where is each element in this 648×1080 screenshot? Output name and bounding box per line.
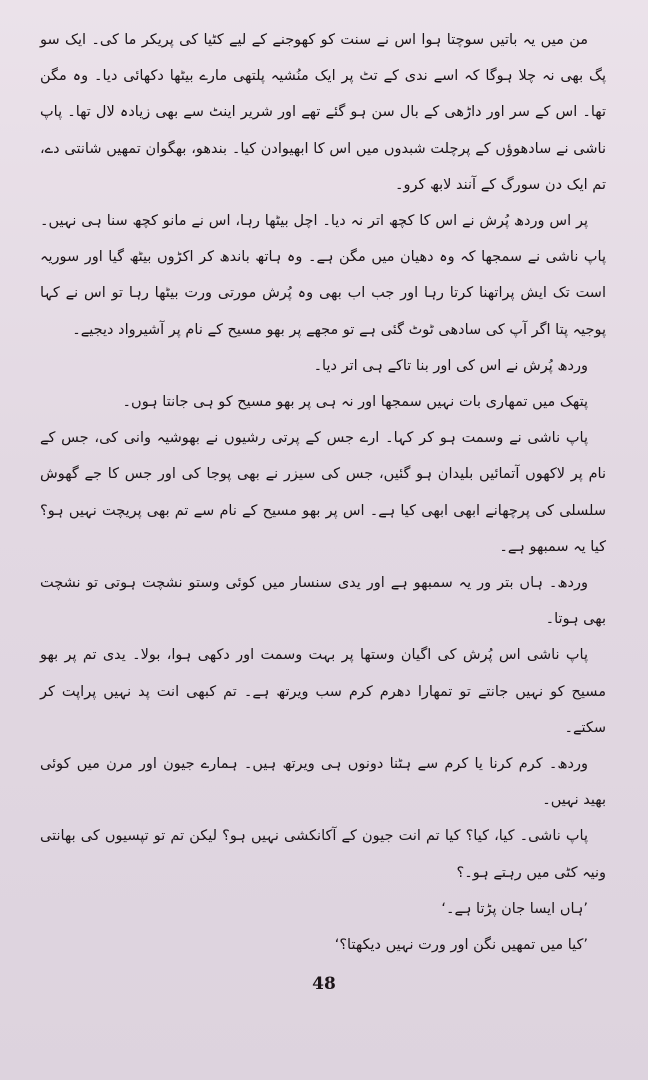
paragraph: ’ہاں ایسا جان پڑتا ہے۔‘	[441, 900, 588, 917]
paragraph: پاپ ناشی۔ کیا، کیا؟ کیا تم انت جیون کے آکانکشی نہیں ہو؟ لیکن تم تو تپسیوں کی بھانتی ونیہ کٹی میں رہتے ہو۔؟	[40, 828, 606, 881]
paragraph: من میں یہ باتیں سوچتا ہوا اس نے سنت کو کھوجنے کے لیے کٹیا کی پریکر ما کی۔ ایک سو پگ بھی نہ چلا ہوگا کہ اسے ندی کے تٹ پر ایک منُشیہ پلتھی مارے بیٹھا دکھائی دیا۔ وہ مگن تھا۔ اس کے سر اور داڑھی کے بال سن ہو گئے تھے اور شریر اینٹ سے بھی زیادہ لال تھا۔ پاپ ناشی نے سادھوؤں کے پرچلت شبدوں میں اس کا ابھیوادن کیا۔ بندھو، بھگوان تمھیں شانتی دے، تم ایک دن سورگ کے آنند لابھ کرو۔	[40, 32, 606, 193]
page-text	[40, 22, 606, 963]
paragraph: پاپ ناشی اس پُرش کی اگیان وستھا پر بہت وسمت اور دکھی ہوا، بولا۔ یدی تم پر بھو مسیح کو نہیں جانتے تو تمھارا دھرم کرم سب ویرتھ ہے۔ تم کبھی انت پد نہیں پراپت کر سکتے۔	[40, 647, 606, 736]
paragraph: پر اس وردھ پُرش نے اس کا کچھ اتر نہ دیا۔ اچل بیٹھا رہا، اس نے مانو کچھ سنا ہی نہیں۔ پاپ ناشی نے سمجھا کہ وہ دھیان میں مگن ہے۔ وہ ہاتھ باندھ کر اکڑوں بیٹھ گیا اور سوریہ است تک ایش پراتھنا کرتا رہا اور جب اب بھی وہ پُرش مورتی ورت بیٹھا رہا تو اس نے کہا پوجیہ پتا اگر آپ کی سادھی ٹوٹ گئی ہے تو مجھے پر بھو مسیح کے نام پر آشیرواد دیجیے۔	[40, 213, 606, 338]
paragraph: پاپ ناشی نے وسمت ہو کر کہا۔ ارے جس کے پرتی رشیوں نے بھوشیہ وانی کی، جس کے نام پر لاکھوں آتمائیں بلیدان ہو گئیں، جس کی سیزر نے بھی پوجا کی اور جس کا جے گھوش سلسلی کی پرچھانے ابھی ابھی کیا ہے۔ اس پر بھو مسیح کے نام سے تم بھی پریچت نہیں ہو؟ کیا یہ سمبھو ہے۔	[40, 430, 606, 555]
paragraph: پتھک میں تمھاری بات نہیں سمجھا اور نہ ہی پر بھو مسیح کو ہی جانتا ہوں۔	[122, 394, 588, 411]
page-number: 48	[312, 974, 336, 994]
paragraph: ’کیا میں تمھیں نگن اور ورت نہیں دیکھتا؟‘	[334, 937, 588, 954]
paragraph: وردھ پُرش نے اس کی اور بنا تاکے ہی اتر دیا۔	[313, 357, 588, 374]
paragraph: وردھ۔ ہاں بتر ور یہ سمبھو ہے اور یدی سنسار میں کوئی وستو نشچت ہوتی تو نشچت بھی ہوتا۔	[40, 575, 606, 628]
paragraph: وردھ۔ کرم کرنا یا کرم سے ہٹنا دونوں ہی ویرتھ ہیں۔ ہمارے جیون اور مرن میں کوئی بھید نہیں۔	[40, 756, 606, 809]
